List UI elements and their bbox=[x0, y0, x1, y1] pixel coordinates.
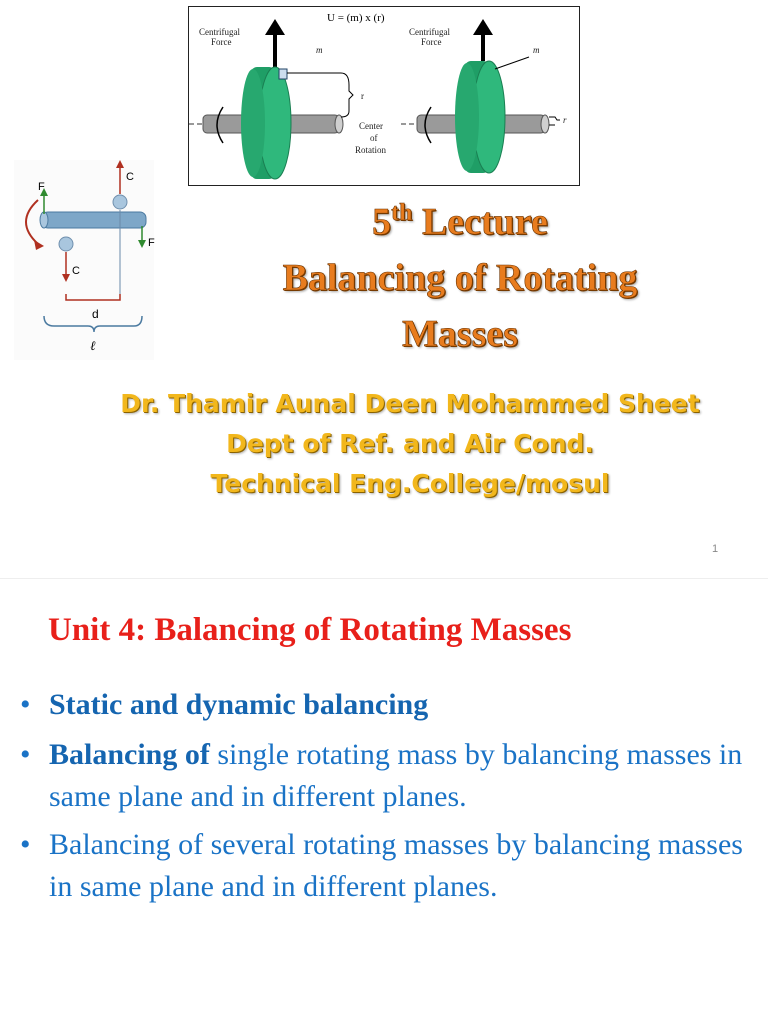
right-radius-label: r bbox=[563, 115, 567, 125]
bullet-3-text: Balancing of several rotating masses by balancing masses in same plane and in different planes. bbox=[49, 828, 743, 903]
bullet-dot-icon: • bbox=[20, 738, 31, 771]
mass-bottom bbox=[59, 237, 73, 251]
couple-down-arrow-icon bbox=[62, 274, 70, 282]
couple-up-arrow-icon bbox=[116, 160, 124, 168]
left-force-label-1: Centrifugal bbox=[199, 27, 240, 37]
author-name: Dr. Thamir Aunal Deen Mohammed Sheet bbox=[120, 389, 700, 418]
center-label-1: Center bbox=[359, 121, 383, 131]
right-force-arrow-icon bbox=[473, 19, 493, 61]
lecture-suffix: th bbox=[391, 200, 413, 226]
center-label-2: of bbox=[370, 133, 378, 143]
right-radius-brace bbox=[549, 117, 560, 125]
rotating-disk-illustration bbox=[188, 6, 580, 186]
bullet-1-bold: Static and dynamic balancing bbox=[49, 688, 429, 721]
length-label: ℓ bbox=[90, 338, 96, 353]
beam-couple-diagram bbox=[14, 160, 154, 360]
lecture-number: 5 bbox=[372, 201, 392, 243]
left-mass-block bbox=[279, 69, 287, 79]
center-label-3: Rotation bbox=[355, 145, 386, 155]
bullet-item-3 bbox=[20, 824, 750, 908]
beam-couple-svg bbox=[14, 160, 154, 360]
right-force-label-2: Force bbox=[421, 37, 442, 47]
distance-label: d bbox=[92, 307, 99, 321]
rotating-disk-svg bbox=[189, 7, 579, 185]
left-force-label-2: Force bbox=[211, 37, 232, 47]
force-down-arrow-icon bbox=[138, 240, 146, 248]
lecture-title-line-1 bbox=[200, 200, 720, 244]
force-label-right: F bbox=[148, 237, 155, 249]
lecture-title-line-3: Masses bbox=[401, 313, 519, 355]
distance-bracket bbox=[66, 294, 120, 300]
left-radius-brace bbox=[341, 73, 353, 117]
right-disk bbox=[455, 61, 505, 173]
slide-divider bbox=[0, 578, 768, 579]
lecture-title-line-2: Balancing of Rotating bbox=[282, 257, 638, 299]
left-mass-label: m bbox=[316, 45, 323, 55]
mass-top bbox=[113, 195, 127, 209]
left-force-arrow-icon bbox=[265, 19, 285, 67]
couple-label-bottom: C bbox=[72, 265, 80, 277]
bullet-2-bold: Balancing of bbox=[49, 738, 210, 771]
force-label-left: F bbox=[38, 181, 45, 193]
bullet-item-1 bbox=[20, 684, 750, 726]
right-force-label-1: Centrifugal bbox=[409, 27, 450, 37]
lecture-word: Lecture bbox=[421, 201, 548, 243]
beam-bar bbox=[42, 212, 146, 228]
bullet-item-2 bbox=[20, 734, 750, 818]
couple-label-top: C bbox=[126, 171, 134, 183]
bullet-dot-icon: • bbox=[20, 688, 31, 721]
formula-text: U = (m) x (r) bbox=[327, 12, 385, 24]
slide-number: 1 bbox=[712, 543, 719, 555]
bullet-2-text: single rotating mass by balancing masses in same plane and in different planes. bbox=[49, 738, 743, 813]
author-dept: Dept of Ref. and Air Cond. bbox=[226, 429, 594, 458]
left-disk bbox=[241, 67, 291, 179]
couple-curved-arrow-icon bbox=[26, 200, 38, 244]
author-college: Technical Eng.College/mosul bbox=[210, 469, 610, 498]
right-mass-label: m bbox=[533, 45, 540, 55]
unit-title: Unit 4: Balancing of Rotating Masses bbox=[48, 612, 572, 648]
left-radius-label: r bbox=[361, 91, 364, 101]
bullet-dot-icon: • bbox=[20, 828, 31, 861]
